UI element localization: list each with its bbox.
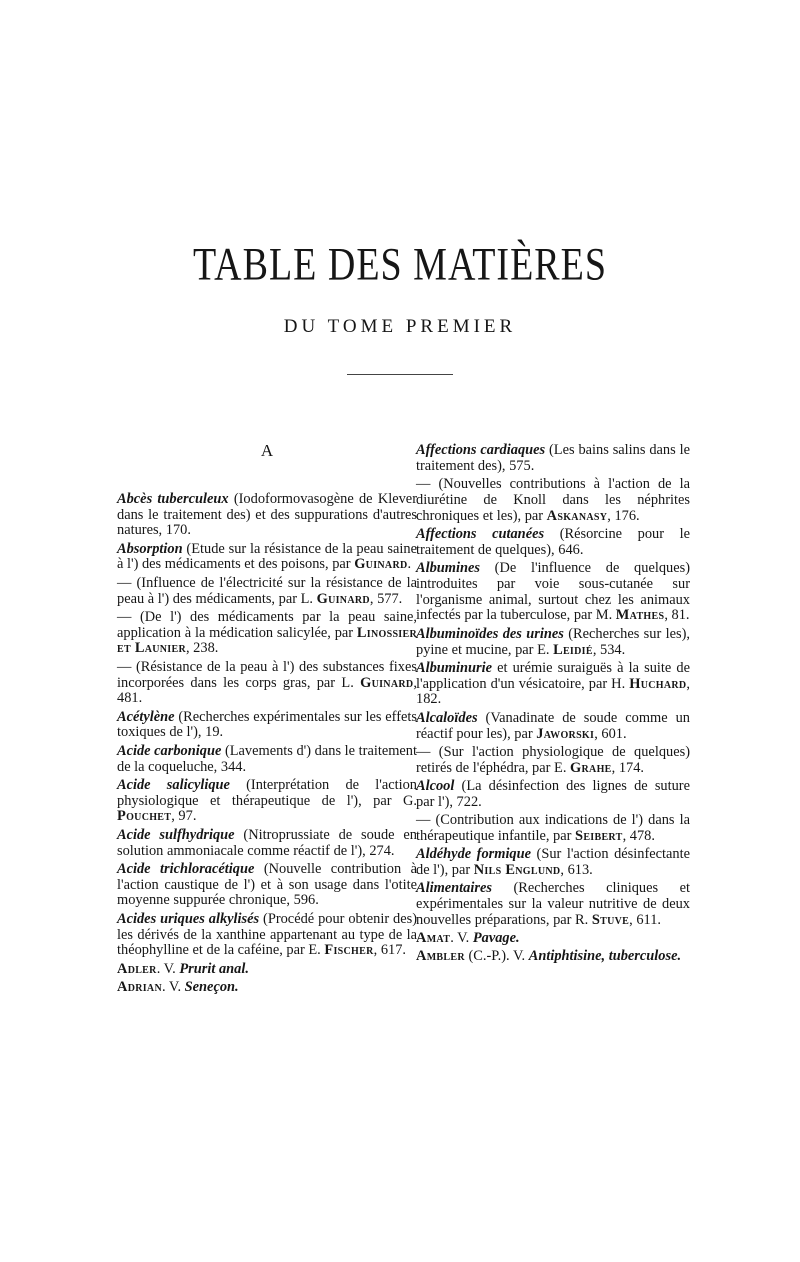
entry-text: (Sur l'action désinfectante de l'), par [416,846,690,878]
index-entry [117,962,417,978]
entry-keyword: Abcès tuberculeux [117,490,229,507]
index-entry [117,828,417,860]
index-entry [416,949,690,965]
index-entry [117,492,417,539]
entry-author: Adrian [117,978,162,995]
entry-reference: Pavage. [472,930,520,947]
index-entry [416,527,690,559]
page-title: TABLE DES MATIÈRES [193,239,607,291]
entry-author: Nils Englund [473,861,561,878]
entry-keyword: Affections cardiaques [416,442,546,458]
entry-text: (Interprétation de l'action physiologique et thérapeutique de l'), par G. [117,776,417,809]
index-entry [117,744,417,776]
index-entry [416,711,690,743]
entry-tail: . V. [156,960,180,977]
entry-keyword: Absorption [117,540,183,557]
entry-author: Guinard [316,590,370,607]
entry-text: et urémie suraiguës à la suite de l'application d'un vésicatoire, par H. [416,659,690,692]
index-entry [117,912,417,959]
index-entry [416,779,690,811]
entry-tail: , 182. [416,675,690,708]
entry-text: — (Nouvelles contributions à l'action de la diurétine de Knoll dans les néphrites chroniques et les), par [416,476,690,524]
entry-tail: , 534. [592,641,626,658]
index-entry [416,443,690,475]
entry-author: Amat [416,930,451,947]
index-entry [117,710,417,742]
entry-tail: (C.-P.). V. [464,948,529,965]
index-entry [416,477,690,524]
entry-text: — (Résistance de la peau à l') des substances fixes incorporées dans les corps gras, par L. [117,658,417,691]
entry-author: Huchard [629,675,687,692]
entry-author: Jaworski [536,725,595,742]
entry-keyword: Aldéhyde formique [416,846,532,863]
entry-keyword: Alcool [416,777,455,794]
entry-tail: , 174. [611,759,645,776]
entry-text: — (De l') des médicaments par la peau saine, application à la médication salicylée, par [117,608,417,641]
entry-author: Leidié [553,641,593,658]
index-entry [416,745,690,777]
entry-text: (Résorcine pour le traitement de quelques), 646. [416,525,691,558]
entry-keyword: Acide sulfhydrique [117,826,235,843]
entry-text: (Recherches sur les), pyine et mucine, par E. [416,625,690,658]
entry-keyword: Alcaloïdes [416,709,478,726]
entry-text: — (Influence de l'électricité sur la résistance de la peau à l') des médicaments, par L. [117,574,417,607]
entry-tail: . [407,556,412,573]
entry-author: Stuve [591,911,630,928]
entry-tail: , 481. [117,674,417,707]
index-entry [416,931,690,947]
entry-author: Ambler [416,948,465,965]
index-entry [117,980,417,996]
section-letter: A [260,441,274,460]
entry-text: (De l'influence de quelques) introduites par voie sous-cutanée sur l'organisme animal, surtout chez les animaux infectés par la tuberculose, par M. [416,560,690,624]
entry-text: (Recherches cliniques et expérimentales sur la valeur nutritive de deux nouvelles préparations, par R. [416,880,690,928]
entry-author: Adler [117,960,157,977]
entry-tail: , 238. [185,640,219,657]
entry-text: (Lavements d') dans le traitement de la coqueluche, 344. [117,742,417,775]
entry-tail: , 81. [664,607,690,624]
index-entry [117,610,417,657]
right-column [416,443,690,968]
entry-author: Grahe [570,759,612,776]
entry-tail: . V. [161,978,185,995]
entry-keyword: Albuminurie [416,659,492,676]
index-entry [416,881,690,928]
right-entry-list [416,443,690,965]
entry-author: Linossier et Launier [117,624,417,657]
left-entry-list [117,492,417,996]
entry-text: — (Sur l'action physiologique de quelques) retirés de l'éphédra, par E. [416,743,690,776]
entry-author: Guinard [354,556,408,573]
entry-keyword: Albuminoïdes des urines [416,625,564,642]
index-entry [416,847,690,879]
entry-tail: , 577. [369,590,403,607]
entry-reference: Antiphtisine, tuberculose. [528,948,682,965]
index-entry [117,542,417,574]
entry-keyword: Acide trichloracétique [117,860,255,877]
entry-keyword: Acide carbonique [117,742,222,759]
index-entry [416,561,690,624]
entry-reference: Prurit anal. [179,960,249,977]
entry-tail: , 478. [622,827,655,844]
entry-text: (Les bains salins dans le traitement des), 575. [416,442,690,474]
entry-text: (La désinfection des lignes de suture par l'), 722. [416,777,690,810]
entry-tail: , 176. [607,507,640,524]
entry-tail: , 601. [594,725,627,742]
entry-text: (Procédé pour obtenir des) les dérivés de la xanthine appartenant au type de la théophylline et de la caféine, par E. [117,910,417,959]
index-entry [416,813,690,845]
entry-text: (Nouvelle contribution à l'action caustique de l') et à son usage dans l'otite moyenne suppurée chronique, 596. [117,860,417,909]
entry-text: (Etude sur la résistance de la peau saine à l') des médicaments et des poisons, par [117,540,417,573]
entry-author: Askanasy [546,507,608,524]
index-entry [117,778,417,825]
entry-text: (Recherches expérimentales sur les effets toxiques de l'), 19. [117,708,417,741]
entry-text: (Iodoformovasogène de Klever dans le traitement des) et des suppurations d'autres natures, 170. [117,490,417,539]
entry-tail: , 611. [629,911,661,928]
index-entry [117,862,417,909]
entry-author: Fischer [324,942,374,959]
entry-tail: . V. [450,930,473,947]
entry-author: Guinard [360,674,414,691]
index-entry [416,661,690,708]
entry-tail: , 617. [373,942,407,959]
entry-keyword: Albumines [416,560,480,577]
left-column [117,440,417,998]
entry-author: Seibert [575,827,623,844]
entry-text: (Vanadinate de soude comme un réactif pour les), par [416,709,690,742]
entry-text: (Nitroprussiate de soude en solution ammoniacale comme réactif de l'), 274. [117,826,417,859]
entry-reference: Seneçon. [184,978,239,995]
entry-keyword: Acétylène [117,708,175,725]
entry-author: Mathes [615,607,665,624]
title-divider [347,374,453,375]
entry-tail: , 97. [171,808,197,825]
entry-text: — (Contribution aux indications de l') dans la thérapeutique infantile, par [416,812,690,844]
entry-keyword: Acides uriques alkylisés [117,910,260,927]
index-entry [117,576,417,608]
page-subtitle: DU TOME PREMIER [283,316,517,337]
entry-keyword: Acide salicylique [117,776,230,793]
index-entry [117,660,417,707]
entry-keyword: Affections cutanées [416,525,545,542]
entry-keyword: Alimentaires [416,880,492,897]
entry-author: Pouchet [117,808,172,825]
index-entry [416,627,690,659]
entry-tail: , 613. [560,861,593,878]
